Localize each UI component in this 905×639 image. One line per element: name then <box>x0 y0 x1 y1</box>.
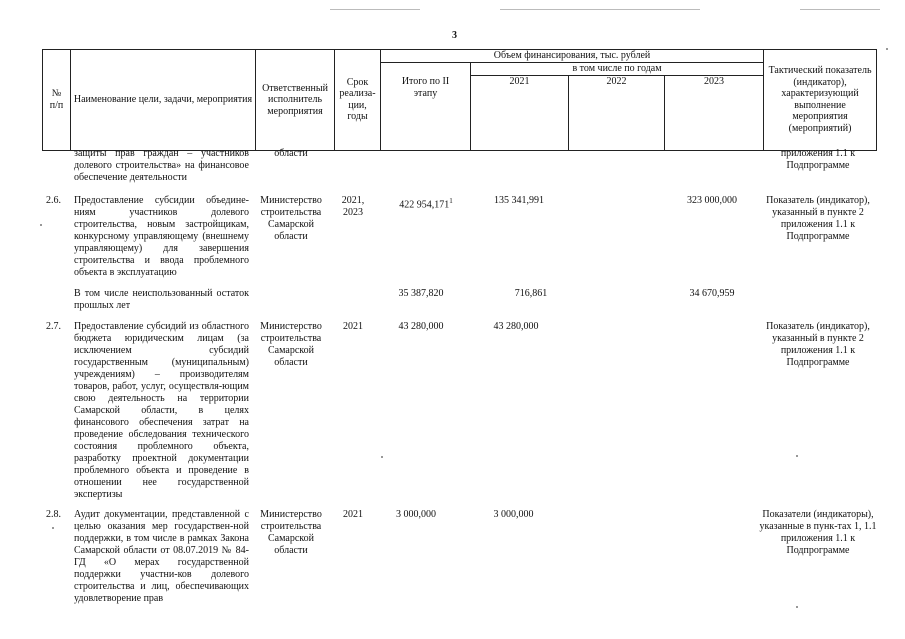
row-name: Предоставление субсидии объедине-ниям участников долевого строительства, новым застройщикам, конкурсному управляющему (внешнему управляющему) для завершения строительства и ввода проблемного объекта в эксплуатацию <box>74 195 249 278</box>
row-indicator: приложения 1.1 к Подпрограмме <box>780 148 856 171</box>
row-name: В том числе неиспользованный остаток прошлых лет <box>74 288 249 311</box>
row-number: 2.8. <box>46 509 61 520</box>
scan-line <box>800 9 880 10</box>
row-total: 35 387,820 <box>398 288 444 299</box>
row-indicator: Показатель (индикатор), указанный в пункте 2 приложения 1.1 к Подпрограмме <box>766 321 870 368</box>
row-name: Предоставление субсидий из областного бюджета юридическим лицам (за исключением субсидий государственным (муниципальным) учреждениям) – производителям товаров, работ, услуг, осуществля-ющим свою деятельность на территории Самарской области, в целях финансового обеспечения затрат на проведение обследования технического состояния проблемного объекта, разработку проектной документации проблемного объекта и проведение в отношении нее государственной экспертизы <box>74 321 249 500</box>
row-2021: 3 000,000 <box>493 509 534 520</box>
scan-speck <box>796 455 798 457</box>
scan-line <box>330 9 420 10</box>
header-name: Наименование цели, задачи, мероприятия <box>71 50 256 151</box>
header-year-2022: 2022 <box>569 75 665 150</box>
row-executor: Министерство строительства Самарской области <box>260 509 322 556</box>
scan-speck <box>52 527 54 529</box>
footnote-mark: 1 <box>449 197 453 205</box>
row-executor: Министерство строительства Самарской области <box>260 321 322 368</box>
row-name: Аудит документации, представленной с целью оказания мер государствен-ной поддержки, в том числе в рамках Закона Самарской области от 08.07.2019 № 84-ГД «О мерах государственной поддержки участни-ков долевого строительства и лиц, обеспечивающих удовлетворение прав <box>74 509 249 604</box>
header-term: Срок реализа-ции, годы <box>335 50 381 151</box>
scan-speck <box>381 456 383 458</box>
row-number: 2.7. <box>46 321 61 332</box>
scan-line <box>500 9 700 10</box>
scan-speck <box>796 606 798 608</box>
header-funding: Объем финансирования, тыс. рублей <box>381 50 764 63</box>
row-2023: 34 670,959 <box>689 288 735 299</box>
header-executor: Ответственный исполнитель мероприятия <box>256 50 335 151</box>
row-indicator: Показатели (индикаторы), указанные в пунк-тах 1, 1.1 приложения 1.1 к Подпрограмме <box>759 509 877 556</box>
row-2021: 135 341,991 <box>494 195 544 206</box>
page-number: 3 <box>452 30 457 41</box>
header-year-2023: 2023 <box>665 75 764 150</box>
header-table <box>42 49 877 151</box>
row-executor: Министерство строительства Самарской области <box>260 195 322 242</box>
row-total: 3 000,000 <box>396 509 436 520</box>
row-2021: 716,861 <box>514 288 548 299</box>
header-num: № п/п <box>43 50 71 151</box>
row-name: защиты прав граждан – участников долевого строительства» на финансовое обеспечение деятельности <box>74 148 249 183</box>
row-total: 43 280,000 <box>398 321 444 332</box>
row-number: 2.6. <box>46 195 61 206</box>
row-term: 2021, 2023 <box>341 195 365 218</box>
scan-speck <box>40 224 42 226</box>
row-2021: 43 280,000 <box>493 321 539 332</box>
header-year-2021: 2021 <box>471 75 569 150</box>
header-total: Итого по II этапу <box>381 63 471 151</box>
row-total: 422 954,171$^1$ <box>399 197 453 211</box>
header-by-years: в том числе по годам <box>471 63 764 76</box>
row-term: 2021 <box>343 321 363 332</box>
row-indicator: Показатель (индикатор), указанный в пункте 2 приложения 1.1 к Подпрограмме <box>766 195 870 242</box>
row-2023: 323 000,000 <box>687 195 737 206</box>
scan-speck <box>886 48 888 50</box>
header-indicator: Тактический показатель (индикатор), характеризующий выполнение мероприятия (мероприятий) <box>764 50 877 151</box>
row-term: 2021 <box>343 509 363 520</box>
row-executor: области <box>274 148 308 159</box>
